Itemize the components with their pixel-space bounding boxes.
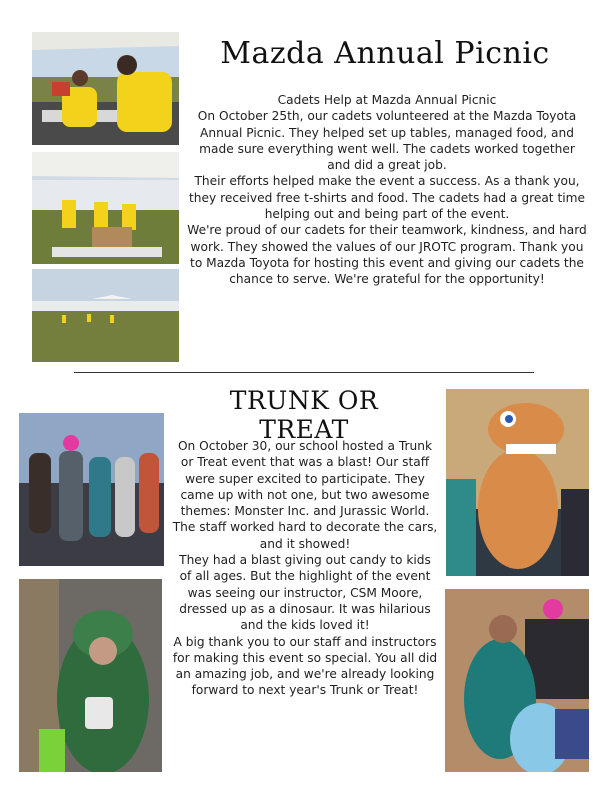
picnic-title: Mazda Annual Picnic xyxy=(220,36,550,71)
picnic-subtitle: Cadets Help at Mazda Annual Picnic xyxy=(277,93,497,107)
trunk-article xyxy=(172,438,438,699)
picnic-paragraph-2: Their efforts helped make the event a success. As a thank you, they received free t-shirts and food. The cadets had a great time helping out and being part of the event. xyxy=(188,174,585,222)
picnic-paragraph-1: On October 25th, our cadets volunteered at the Mazda Toyota Annual Picnic. They helped set up tables, managed food, and made sure everything went well. The cadets worked together and did a great job. xyxy=(197,109,577,173)
trunk-paragraph-1: On October 30, our school hosted a Trunk or Treat event that was a blast! Our staff were super excited to participate. They came up with not one, but two awesome themes: Monster Inc. and Jurassic World. The staff worked hard to decorate the cars, and it showed! xyxy=(172,439,438,551)
trunk-paragraph-3: A big thank you to our staff and instructors for making this event so special. You all did an amazing job, and we're already looking forward to next year's Trunk or Treat! xyxy=(172,634,438,698)
trunk-paragraph-2: They had a blast giving out candy to kids of all ages. But the highlight of the event was seeing our instructor, CSM Moore, dressed up as a dinosaur. It was hilarious and the kids loved it! xyxy=(179,553,431,633)
picnic-article xyxy=(187,92,587,288)
section-divider xyxy=(74,372,534,373)
trunk-title: TRUNK OR TREAT xyxy=(229,386,379,444)
picnic-photo-cadets-setup xyxy=(32,152,179,264)
trunk-photo-crowd xyxy=(19,413,164,566)
picnic-paragraph-3: We're proud of our cadets for their teamwork, kindness, and hard work. They showed the values of our JROTC program. Thank you to Mazda Toyota for hosting this event and giving our cadets the chance to serve. We're grateful for the opportunity! xyxy=(187,223,587,287)
picnic-photo-field xyxy=(32,269,179,362)
picnic-photo-cadets-serving xyxy=(32,32,179,145)
trunk-photo-dinosaur xyxy=(446,389,589,576)
trunk-photo-child-costume xyxy=(445,589,589,772)
trunk-photo-costume-candy xyxy=(19,579,162,772)
